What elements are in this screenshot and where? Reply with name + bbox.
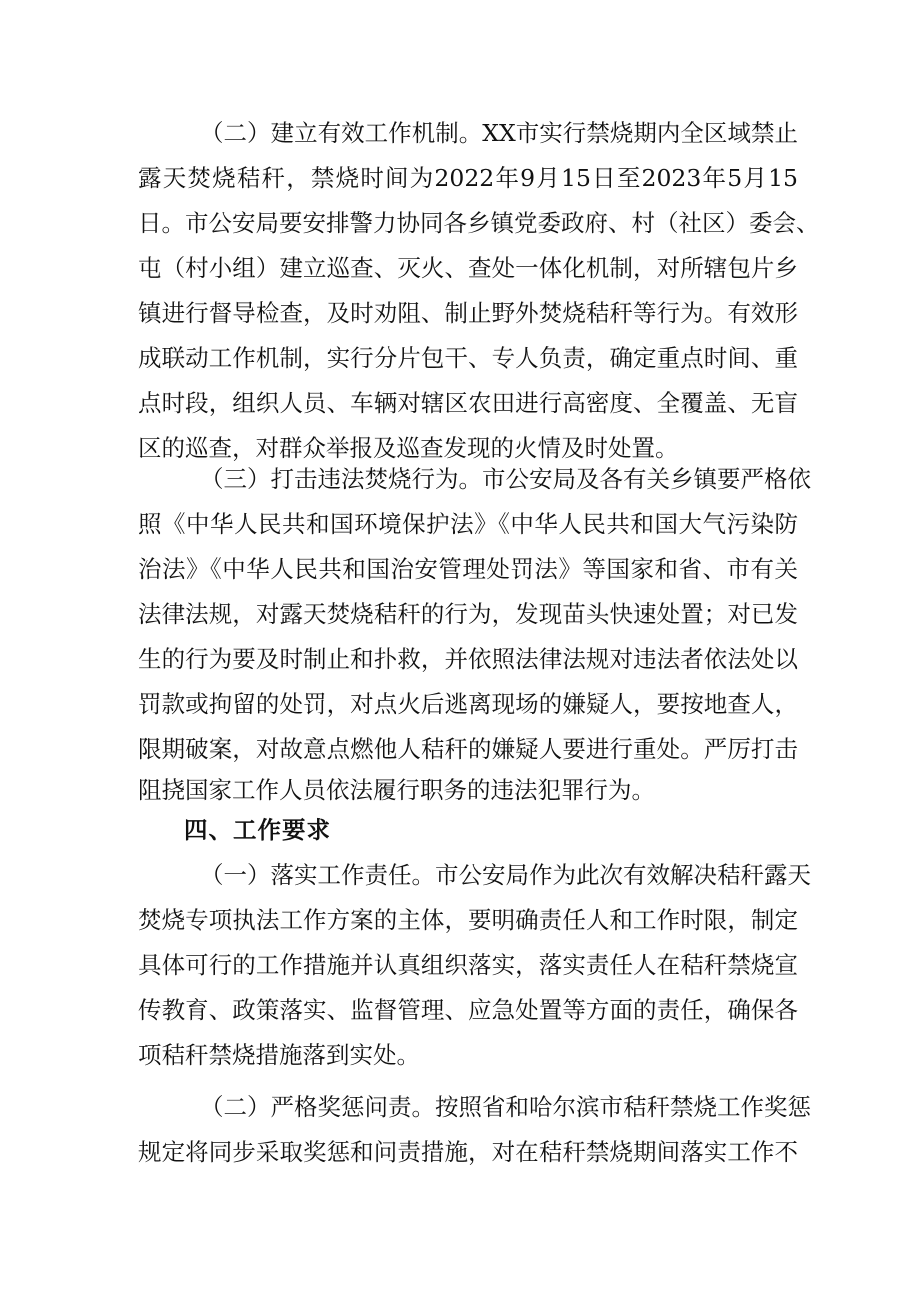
text-line: 传教育、政策落实、监督管理、应急处置等方面的责任，确保各 (138, 996, 798, 1024)
text-line: 区的巡查，对群众举报及巡查发现的火情及时处置。 (138, 434, 679, 462)
text-line: （二）严格奖惩问责。按照省和哈尔滨市秸秆禁烧工作奖惩 (200, 1093, 811, 1121)
text-line: 罚款或拘留的处罚，对点火后逃离现场的嫌疑人，要按地查人， (138, 690, 798, 718)
text-line: 露天焚烧秸秆，禁烧时间为2022年9月15日至2023年5月15 (138, 164, 798, 192)
text-line: 具体可行的工作措施并认真组织落实，落实责任人在秸秆禁烧宣 (138, 951, 798, 979)
text-line: 焚烧专项执法工作方案的主体，要明确责任人和工作时限，制定 (138, 906, 798, 934)
text-line: 屯（村小组）建立巡查、灭火、查处一体化机制，对所辖包片乡 (138, 254, 798, 282)
text-line: 生的行为要及时制止和扑救，并依照法律法规对违法者依法处以 (138, 645, 798, 673)
text-line: （三）打击违法焚烧行为。市公安局及各有关乡镇要严格依 (200, 465, 811, 493)
text-line: 法律法规，对露天焚烧秸秆的行为，发现苗头快速处置；对已发 (138, 600, 798, 628)
section-heading: 四、工作要求 (184, 816, 331, 844)
text-line: 镇进行督导检查，及时劝阻、制止野外焚烧秸秆等行为。有效形 (138, 299, 798, 327)
text-line: （一）落实工作责任。市公安局作为此次有效解决秸秆露天 (200, 861, 811, 889)
text-line: 日。市公安局要安排警力协同各乡镇党委政府、村（社区）委会、 (138, 209, 820, 237)
text-line: 规定将同步采取奖惩和问责措施，对在秸秆禁烧期间落实工作不 (138, 1138, 798, 1166)
text-line: （二）建立有效工作机制。XX市实行禁烧期内全区域禁止 (200, 119, 798, 147)
text-line: 项秸秆禁烧措施落到实处。 (138, 1041, 420, 1069)
text-line: 点时段，组织人员、车辆对辖区农田进行高密度、全覆盖、无盲 (138, 389, 798, 417)
text-line: 成联动工作机制，实行分片包干、专人负责，确定重点时间、重 (138, 344, 798, 372)
text-line: 阻挠国家工作人员依法履行职务的违法犯罪行为。 (138, 776, 655, 804)
text-line: 限期破案，对故意点燃他人秸秆的嫌疑人要进行重处。严厉打击 (138, 735, 798, 763)
text-line: 治法》《中华人民共和国治安管理处罚法》等国家和省、市有关 (138, 555, 798, 583)
text-line: 照《中华人民共和国环境保护法》《中华人民共和国大气污染防 (138, 510, 798, 538)
